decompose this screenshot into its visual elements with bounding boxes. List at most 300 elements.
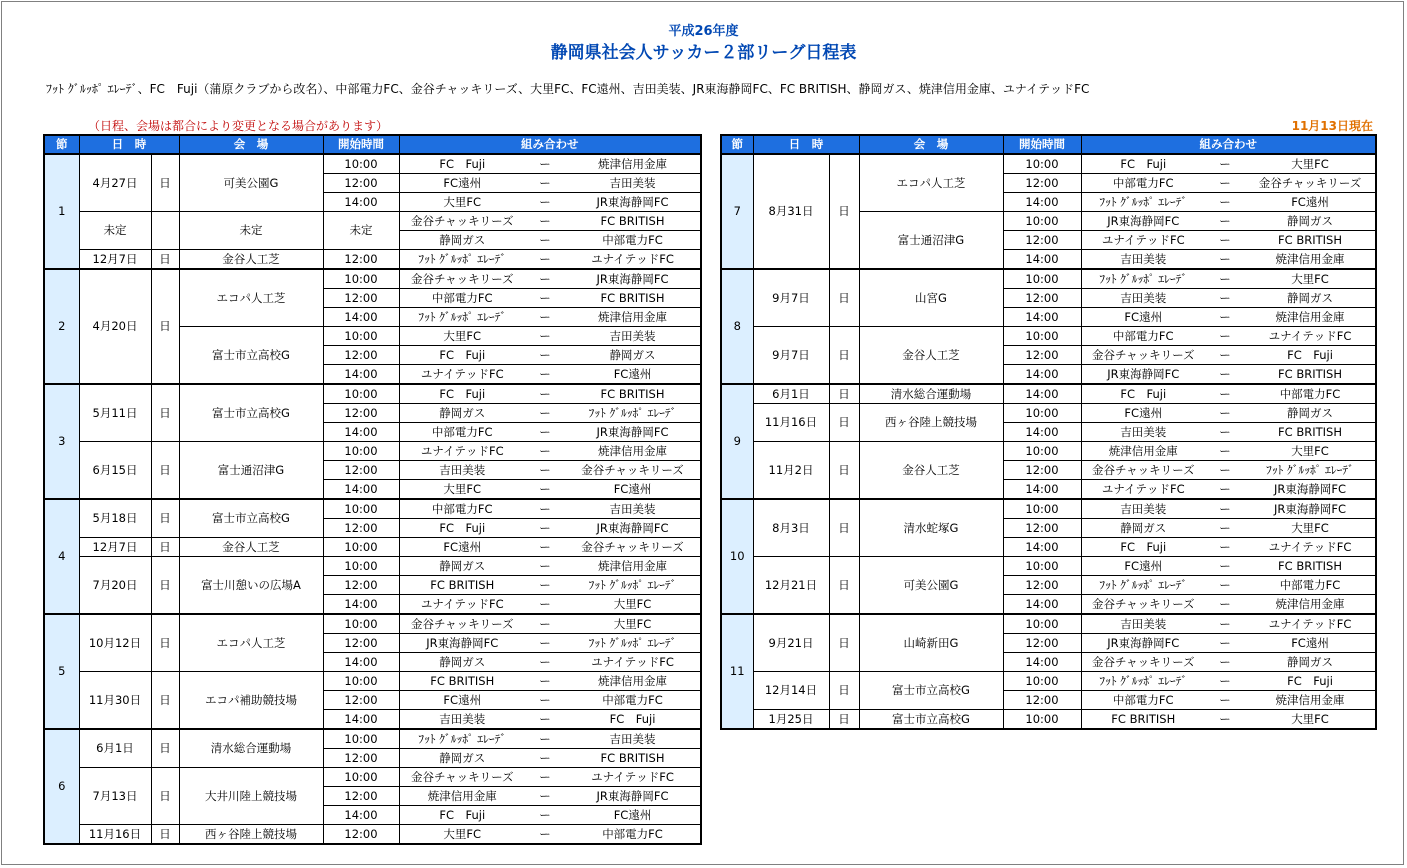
versus-dash: ー <box>525 614 565 634</box>
venue: 富士通沼津G <box>859 212 1003 270</box>
kickoff-time: 10:00 <box>1003 672 1081 691</box>
versus-dash: ー <box>1205 653 1245 672</box>
home-team: ﾌｯﾄ ｸﾞﾙｯﾎﾟ ｴﾚｰﾃﾞ <box>1081 269 1205 289</box>
venue: 西ヶ谷陸上競技場 <box>179 825 323 845</box>
header-match: 組み合わせ <box>1081 135 1376 154</box>
kickoff-time: 12:00 <box>323 634 399 653</box>
versus-dash: ー <box>1205 423 1245 442</box>
home-team: FC遠州 <box>1081 557 1205 576</box>
kickoff-time: 10:00 <box>323 384 399 404</box>
kickoff-time: 10:00 <box>323 768 399 787</box>
versus-dash: ー <box>525 289 565 308</box>
venue: 富士市立高校G <box>179 327 323 385</box>
away-team: JR東海静岡FC <box>1245 480 1376 500</box>
table-row <box>44 384 701 404</box>
versus-dash: ー <box>1205 538 1245 557</box>
home-team: 中部電力FC <box>399 289 525 308</box>
versus-dash: ー <box>1205 154 1245 174</box>
match-day: 日 <box>151 154 179 212</box>
kickoff-time: 10:00 <box>323 614 399 634</box>
match-date: 7月13日 <box>79 768 151 825</box>
match-date: 9月7日 <box>753 327 829 385</box>
versus-dash: ー <box>525 174 565 193</box>
table-row <box>44 499 701 519</box>
header-sec: 節 <box>44 135 79 154</box>
away-team: ユナイテッドFC <box>565 653 701 672</box>
away-team: JR東海静岡FC <box>1245 499 1376 519</box>
versus-dash: ー <box>1205 634 1245 653</box>
home-team: 吉田美装 <box>1081 499 1205 519</box>
match-day <box>151 212 179 250</box>
home-team: FC遠州 <box>1081 404 1205 423</box>
kickoff-time: 12:00 <box>1003 231 1081 250</box>
versus-dash: ー <box>1205 499 1245 519</box>
match-date: 未定 <box>79 212 151 250</box>
kickoff-time: 14:00 <box>323 365 399 385</box>
versus-dash: ー <box>525 787 565 806</box>
match-day: 日 <box>151 557 179 615</box>
away-team: JR東海静岡FC <box>565 787 701 806</box>
venue: 清水総合運動場 <box>859 384 1003 404</box>
home-team: 中部電力FC <box>1081 327 1205 346</box>
home-team: ﾌｯﾄ ｸﾞﾙｯﾎﾟ ｴﾚｰﾃﾞ <box>399 308 525 327</box>
home-team: 大里FC <box>399 480 525 500</box>
versus-dash: ー <box>525 710 565 730</box>
home-team: 吉田美装 <box>399 710 525 730</box>
away-team: 中部電力FC <box>1245 576 1376 595</box>
away-team: 大里FC <box>565 614 701 634</box>
venue: 金谷人工芝 <box>859 442 1003 500</box>
away-team: 静岡ガス <box>1245 653 1376 672</box>
home-team: 静岡ガス <box>399 404 525 423</box>
home-team: 金谷チャッキリーズ <box>399 269 525 289</box>
round-number: 4 <box>44 499 79 614</box>
away-team: FC Fuji <box>1245 672 1376 691</box>
away-team: 焼津信用金庫 <box>1245 250 1376 270</box>
home-team: ﾌｯﾄ ｸﾞﾙｯﾎﾟ ｴﾚｰﾃﾞ <box>1081 576 1205 595</box>
kickoff-time: 10:00 <box>323 538 399 557</box>
versus-dash: ー <box>1205 461 1245 480</box>
kickoff-time: 12:00 <box>323 691 399 710</box>
versus-dash: ー <box>525 442 565 461</box>
versus-dash: ー <box>1205 710 1245 730</box>
kickoff-time: 12:00 <box>323 461 399 480</box>
round-number: 6 <box>44 729 79 844</box>
kickoff-time: 12:00 <box>1003 634 1081 653</box>
match-date: 12月14日 <box>753 672 829 710</box>
home-team: 静岡ガス <box>399 653 525 672</box>
match-day: 日 <box>829 672 859 710</box>
home-team: FC Fuji <box>399 154 525 174</box>
away-team: FC Fuji <box>1245 346 1376 365</box>
kickoff-time: 14:00 <box>323 480 399 500</box>
venue: 富士川憩いの広場A <box>179 557 323 615</box>
kickoff-time: 12:00 <box>1003 174 1081 193</box>
match-date: 11月30日 <box>79 672 151 730</box>
home-team: 中部電力FC <box>399 499 525 519</box>
away-team: ユナイテッドFC <box>1245 327 1376 346</box>
match-date: 5月18日 <box>79 499 151 538</box>
venue: エコパ補助競技場 <box>179 672 323 730</box>
home-team: ﾌｯﾄ ｸﾞﾙｯﾎﾟ ｴﾚｰﾃﾞ <box>1081 672 1205 691</box>
home-team: JR東海静岡FC <box>399 634 525 653</box>
venue: 富士市立高校G <box>179 384 323 442</box>
away-team: ユナイテッドFC <box>565 768 701 787</box>
away-team: 中部電力FC <box>565 691 701 710</box>
versus-dash: ー <box>525 595 565 615</box>
venue: エコパ人工芝 <box>179 614 323 672</box>
match-day: 日 <box>151 499 179 538</box>
away-team: ユナイテッドFC <box>1245 538 1376 557</box>
home-team: FC遠州 <box>399 538 525 557</box>
home-team: 金谷チャッキリーズ <box>1081 461 1205 480</box>
venue: 未定 <box>179 212 323 250</box>
kickoff-time: 14:00 <box>1003 653 1081 672</box>
home-team: ユナイテッドFC <box>399 595 525 615</box>
header-time: 開始時間 <box>323 135 399 154</box>
away-team: 焼津信用金庫 <box>1245 691 1376 710</box>
kickoff-time: 10:00 <box>323 729 399 749</box>
venue: 可美公園G <box>179 154 323 212</box>
header-match: 組み合わせ <box>399 135 701 154</box>
table-row <box>721 327 1376 346</box>
home-team: ﾌｯﾄ ｸﾞﾙｯﾎﾟ ｴﾚｰﾃﾞ <box>399 250 525 270</box>
away-team: 焼津信用金庫 <box>1245 308 1376 327</box>
round-number: 5 <box>44 614 79 729</box>
match-date: 12月21日 <box>753 557 829 615</box>
away-team: 焼津信用金庫 <box>1245 595 1376 615</box>
home-team: FC遠州 <box>399 691 525 710</box>
kickoff-time: 14:00 <box>323 423 399 442</box>
kickoff-time: 12:00 <box>323 289 399 308</box>
versus-dash: ー <box>1205 212 1245 231</box>
match-date: 6月1日 <box>79 729 151 768</box>
venue: 大井川陸上競技場 <box>179 768 323 825</box>
venue: 富士市立高校G <box>179 499 323 538</box>
table-row <box>721 404 1376 423</box>
kickoff-time: 12:00 <box>323 787 399 806</box>
versus-dash: ー <box>525 576 565 595</box>
table-row <box>721 710 1376 730</box>
table-row <box>44 538 701 557</box>
home-team: 吉田美装 <box>1081 614 1205 634</box>
away-team: 焼津信用金庫 <box>565 557 701 576</box>
page-title: 静岡県社会人サッカー２部リーグ日程表 <box>550 43 857 63</box>
versus-dash: ー <box>525 461 565 480</box>
kickoff-time: 14:00 <box>323 595 399 615</box>
kickoff-time: 14:00 <box>323 806 399 825</box>
home-team: FC Fuji <box>1081 384 1205 404</box>
versus-dash: ー <box>1205 404 1245 423</box>
away-team: FC BRITISH <box>1245 423 1376 442</box>
title-year: 平成26年度 <box>668 24 739 39</box>
kickoff-time: 12:00 <box>323 749 399 768</box>
versus-dash: ー <box>525 193 565 212</box>
kickoff-time: 10:00 <box>323 154 399 174</box>
round-number: 10 <box>721 499 753 614</box>
versus-dash: ー <box>1205 365 1245 385</box>
versus-dash: ー <box>525 154 565 174</box>
team-list: ﾌｯﾄ ｸﾞﾙｯﾎﾟ ｴﾚｰﾃﾞ、FC Fuji（蒲原クラブから改名）、中部電力FC、金谷チャッキリーズ、大里FC、FC遠州、吉田美装、JR東海静岡FC、FC BRITISH、静岡ガス、焼津信用金庫、ユナイテッドFC <box>46 82 1090 96</box>
match-date: 4月20日 <box>79 269 151 384</box>
away-team: ﾌｯﾄ ｸﾞﾙｯﾎﾟ ｴﾚｰﾃﾞ <box>1245 461 1376 480</box>
versus-dash: ー <box>1205 519 1245 538</box>
away-team: 中部電力FC <box>565 825 701 845</box>
away-team: FC BRITISH <box>565 212 701 231</box>
match-day: 日 <box>151 614 179 672</box>
home-team: FC BRITISH <box>399 672 525 691</box>
header-time: 開始時間 <box>1003 135 1081 154</box>
versus-dash: ー <box>1205 269 1245 289</box>
home-team: FC Fuji <box>399 384 525 404</box>
match-date: 5月11日 <box>79 384 151 442</box>
away-team: FC遠州 <box>565 806 701 825</box>
away-team: ユナイテッドFC <box>1245 614 1376 634</box>
away-team: 焼津信用金庫 <box>565 672 701 691</box>
kickoff-time: 14:00 <box>1003 250 1081 270</box>
table-row <box>721 614 1376 634</box>
versus-dash: ー <box>1205 595 1245 615</box>
match-date: 11月16日 <box>753 404 829 442</box>
match-date: 11月2日 <box>753 442 829 500</box>
table-row <box>721 557 1376 576</box>
home-team: JR東海静岡FC <box>1081 365 1205 385</box>
match-day: 日 <box>829 710 859 730</box>
match-date: 8月3日 <box>753 499 829 557</box>
home-team: ユナイテッドFC <box>1081 231 1205 250</box>
away-team: 大里FC <box>1245 519 1376 538</box>
venue: 山宮G <box>859 269 1003 327</box>
versus-dash: ー <box>1205 346 1245 365</box>
kickoff-time: 12:00 <box>323 404 399 423</box>
kickoff-time: 12:00 <box>323 576 399 595</box>
home-team: ﾌｯﾄ ｸﾞﾙｯﾎﾟ ｴﾚｰﾃﾞ <box>399 729 525 749</box>
match-day: 日 <box>829 384 859 404</box>
kickoff-time: 12:00 <box>323 825 399 845</box>
match-day: 日 <box>829 614 859 672</box>
venue: 西ヶ谷陸上競技場 <box>859 404 1003 442</box>
home-team: 金谷チャッキリーズ <box>1081 595 1205 615</box>
away-team: 金谷チャッキリーズ <box>565 461 701 480</box>
versus-dash: ー <box>1205 327 1245 346</box>
match-date: 7月20日 <box>79 557 151 615</box>
kickoff-time: 14:00 <box>1003 423 1081 442</box>
home-team: FC遠州 <box>1081 308 1205 327</box>
away-team: 吉田美装 <box>565 327 701 346</box>
away-team: ﾌｯﾄ ｸﾞﾙｯﾎﾟ ｴﾚｰﾃﾞ <box>565 404 701 423</box>
home-team: ﾌｯﾄ ｸﾞﾙｯﾎﾟ ｴﾚｰﾃﾞ <box>1081 193 1205 212</box>
kickoff-time: 14:00 <box>323 308 399 327</box>
table-row <box>721 269 1376 289</box>
away-team: FC BRITISH <box>565 289 701 308</box>
versus-dash: ー <box>1205 250 1245 270</box>
home-team: ユナイテッドFC <box>1081 480 1205 500</box>
table-row <box>44 557 701 576</box>
away-team: JR東海静岡FC <box>565 269 701 289</box>
versus-dash: ー <box>525 825 565 845</box>
home-team: FC Fuji <box>1081 154 1205 174</box>
table-row <box>44 269 701 289</box>
versus-dash: ー <box>1205 672 1245 691</box>
away-team: FC遠州 <box>1245 193 1376 212</box>
table-row <box>44 614 701 634</box>
match-day: 日 <box>151 768 179 825</box>
kickoff-time: 10:00 <box>1003 269 1081 289</box>
away-team: 静岡ガス <box>1245 212 1376 231</box>
round-number: 9 <box>721 384 753 499</box>
schedule-note: （日程、会場は都合により変更となる場合があります） <box>88 119 389 133</box>
home-team: 吉田美装 <box>1081 289 1205 308</box>
away-team: 中部電力FC <box>1245 384 1376 404</box>
venue: 富士通沼津G <box>179 442 323 500</box>
table-row <box>721 499 1376 519</box>
away-team: 焼津信用金庫 <box>565 442 701 461</box>
versus-dash: ー <box>525 499 565 519</box>
kickoff-time: 10:00 <box>1003 154 1081 174</box>
home-team: 金谷チャッキリーズ <box>399 212 525 231</box>
table-row <box>44 729 701 749</box>
home-team: 静岡ガス <box>399 557 525 576</box>
home-team: 焼津信用金庫 <box>399 787 525 806</box>
match-day: 日 <box>829 327 859 385</box>
venue: 山崎新田G <box>859 614 1003 672</box>
round-number: 7 <box>721 154 753 269</box>
versus-dash: ー <box>525 269 565 289</box>
versus-dash: ー <box>525 346 565 365</box>
venue: エコパ人工芝 <box>859 154 1003 212</box>
home-team: 大里FC <box>399 327 525 346</box>
versus-dash: ー <box>1205 576 1245 595</box>
home-team: FC BRITISH <box>1081 710 1205 730</box>
match-day: 日 <box>151 672 179 730</box>
venue: 金谷人工芝 <box>179 250 323 270</box>
kickoff-time: 14:00 <box>323 193 399 212</box>
table-row <box>44 825 701 845</box>
table-row <box>721 384 1376 404</box>
home-team: ユナイテッドFC <box>399 442 525 461</box>
header-date: 日 時 <box>79 135 179 154</box>
versus-dash: ー <box>525 365 565 385</box>
match-day: 日 <box>151 442 179 500</box>
versus-dash: ー <box>525 672 565 691</box>
away-team: FC BRITISH <box>1245 557 1376 576</box>
kickoff-time: 10:00 <box>323 499 399 519</box>
versus-dash: ー <box>525 557 565 576</box>
kickoff-time: 12:00 <box>1003 519 1081 538</box>
venue: 清水蛇塚G <box>859 499 1003 557</box>
home-team: JR東海静岡FC <box>1081 212 1205 231</box>
versus-dash: ー <box>525 729 565 749</box>
home-team: FC Fuji <box>399 806 525 825</box>
kickoff-time: 10:00 <box>1003 442 1081 461</box>
venue: 富士市立高校G <box>859 710 1003 730</box>
home-team: FC BRITISH <box>399 576 525 595</box>
match-date: 11月16日 <box>79 825 151 845</box>
versus-dash: ー <box>1205 691 1245 710</box>
match-day: 日 <box>151 538 179 557</box>
away-team: 大里FC <box>1245 154 1376 174</box>
away-team: 大里FC <box>1245 710 1376 730</box>
match-day: 日 <box>151 729 179 768</box>
away-team: 静岡ガス <box>1245 289 1376 308</box>
home-team: 吉田美装 <box>1081 250 1205 270</box>
header-venue: 会 場 <box>859 135 1003 154</box>
match-date: 1月25日 <box>753 710 829 730</box>
table-row <box>721 672 1376 691</box>
venue: エコパ人工芝 <box>179 269 323 327</box>
round-number: 1 <box>44 154 79 269</box>
home-team: 焼津信用金庫 <box>1081 442 1205 461</box>
match-day: 日 <box>151 250 179 270</box>
away-team: JR東海静岡FC <box>565 193 701 212</box>
round-number: 8 <box>721 269 753 384</box>
kickoff-time: 14:00 <box>323 710 399 730</box>
away-team: 大里FC <box>1245 442 1376 461</box>
away-team: 静岡ガス <box>1245 404 1376 423</box>
kickoff-time: 12:00 <box>1003 576 1081 595</box>
away-team: FC遠州 <box>565 480 701 500</box>
match-date: 9月7日 <box>753 269 829 327</box>
home-team: FC Fuji <box>399 346 525 365</box>
home-team: FC Fuji <box>399 519 525 538</box>
table-row <box>721 154 1376 174</box>
home-team: 吉田美装 <box>1081 423 1205 442</box>
versus-dash: ー <box>525 250 565 270</box>
venue: 清水総合運動場 <box>179 729 323 768</box>
match-date: 6月15日 <box>79 442 151 500</box>
kickoff-time: 14:00 <box>1003 480 1081 500</box>
match-day: 日 <box>829 442 859 500</box>
away-team: 吉田美装 <box>565 729 701 749</box>
versus-dash: ー <box>1205 614 1245 634</box>
round-number: 3 <box>44 384 79 499</box>
schedule-table-left <box>43 134 702 845</box>
kickoff-time: 10:00 <box>323 442 399 461</box>
header-venue: 会 場 <box>179 135 323 154</box>
kickoff-time: 10:00 <box>1003 404 1081 423</box>
versus-dash: ー <box>525 308 565 327</box>
match-date: 10月12日 <box>79 614 151 672</box>
kickoff-time: 10:00 <box>1003 710 1081 730</box>
kickoff-time: 14:00 <box>1003 595 1081 615</box>
match-day: 日 <box>829 404 859 442</box>
away-team: FC Fuji <box>565 710 701 730</box>
away-team: FC BRITISH <box>1245 231 1376 250</box>
versus-dash: ー <box>1205 193 1245 212</box>
table-row <box>44 672 701 691</box>
kickoff-time: 12:00 <box>1003 346 1081 365</box>
match-day: 日 <box>829 269 859 327</box>
home-team: 大里FC <box>399 193 525 212</box>
versus-dash: ー <box>525 691 565 710</box>
versus-dash: ー <box>1205 384 1245 404</box>
match-date: 6月1日 <box>753 384 829 404</box>
away-team: FC BRITISH <box>1245 365 1376 385</box>
home-team: 中部電力FC <box>399 423 525 442</box>
match-date: 8月31日 <box>753 154 829 269</box>
kickoff-time: 10:00 <box>1003 499 1081 519</box>
home-team: ユナイテッドFC <box>399 365 525 385</box>
header-date: 日 時 <box>753 135 859 154</box>
kickoff-time: 12:00 <box>323 519 399 538</box>
match-day: 日 <box>151 384 179 442</box>
venue: 可美公園G <box>859 557 1003 615</box>
home-team: JR東海静岡FC <box>1081 634 1205 653</box>
versus-dash: ー <box>1205 557 1245 576</box>
kickoff-time: 10:00 <box>323 269 399 289</box>
kickoff-time: 12:00 <box>323 174 399 193</box>
away-team: 大里FC <box>1245 269 1376 289</box>
